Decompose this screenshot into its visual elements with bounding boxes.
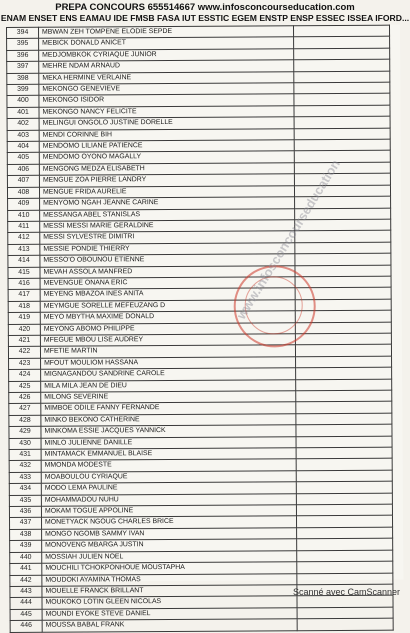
empty-cell bbox=[296, 379, 392, 391]
empty-cell bbox=[297, 595, 393, 607]
row-number: 444 bbox=[10, 598, 42, 610]
candidate-name: MILONG SEVERINE bbox=[41, 391, 296, 404]
candidate-name: MINLO JULIENNE DANILLE bbox=[41, 436, 296, 449]
empty-cell bbox=[295, 242, 391, 254]
candidate-name: MOHAMMADOU NUHU bbox=[41, 493, 296, 506]
empty-cell bbox=[294, 139, 390, 151]
empty-cell bbox=[295, 276, 391, 288]
empty-cell bbox=[297, 550, 393, 562]
row-number: 430 bbox=[9, 438, 41, 450]
candidate-name: MMONDA MODESTE bbox=[41, 459, 296, 472]
row-number: 434 bbox=[9, 484, 41, 496]
candidate-name: MILA MILA JEAN DE DIEU bbox=[41, 379, 296, 392]
empty-cell bbox=[295, 253, 391, 265]
row-number: 427 bbox=[9, 404, 41, 416]
empty-cell bbox=[294, 162, 390, 174]
candidate-name: MESSO'O OBOUNOU ETIENNE bbox=[40, 254, 295, 267]
empty-cell bbox=[295, 322, 391, 334]
row-number: 395 bbox=[7, 39, 39, 51]
row-number: 402 bbox=[7, 119, 39, 131]
row-number: 421 bbox=[8, 335, 40, 347]
empty-cell bbox=[296, 504, 392, 516]
empty-cell bbox=[296, 367, 392, 379]
row-number: 411 bbox=[8, 221, 40, 233]
candidate-name: MEYONG ABOMO PHILIPPE bbox=[40, 322, 295, 335]
candidate-name: MEHRE NDAM ARNAUD bbox=[39, 60, 294, 73]
row-number: 407 bbox=[7, 176, 39, 188]
row-number: 441 bbox=[10, 563, 42, 575]
candidate-name: MEKONGO NANCY FELICITE bbox=[39, 106, 294, 119]
row-number: 428 bbox=[9, 415, 41, 427]
candidate-name: MENGUE FRIDA AURELIE bbox=[39, 185, 294, 198]
row-number: 413 bbox=[8, 244, 40, 256]
empty-cell bbox=[294, 82, 390, 94]
candidate-name: MINKO BEKONO CATHERINE bbox=[41, 414, 296, 427]
candidate-name: MESSI SYLVESTRE DIMITRI bbox=[40, 231, 295, 244]
empty-cell bbox=[295, 287, 391, 299]
row-number: 445 bbox=[10, 609, 42, 621]
row-number: 446 bbox=[10, 620, 42, 632]
candidate-name: MEYENG MBAZOA INES ANITA bbox=[40, 288, 295, 301]
candidate-name: MENGUE ZOA PIERRE LANDRY bbox=[39, 174, 294, 187]
empty-cell bbox=[293, 25, 389, 37]
empty-cell bbox=[297, 538, 393, 550]
row-number: 435 bbox=[9, 495, 41, 507]
row-number: 409 bbox=[8, 198, 40, 210]
candidate-name: MINTAMACK EMMANUEL BLAISE bbox=[41, 448, 296, 461]
empty-cell bbox=[296, 459, 392, 471]
empty-cell bbox=[296, 356, 392, 368]
row-number: 406 bbox=[7, 164, 39, 176]
candidate-name: MENGONG MEDZA ELISABETH bbox=[39, 163, 294, 176]
row-number: 394 bbox=[7, 27, 39, 39]
row-number: 417 bbox=[8, 290, 40, 302]
scanner-footer: Scanné avec CamScanner bbox=[292, 587, 400, 597]
row-number: 403 bbox=[7, 130, 39, 142]
empty-cell bbox=[295, 196, 391, 208]
empty-cell bbox=[294, 185, 390, 197]
candidate-name: MOUDOKI AYAMINA THOMAS bbox=[42, 573, 297, 586]
empty-cell bbox=[297, 607, 393, 619]
candidate-name: MONETYACK NGOUG CHARLES BRICE bbox=[41, 516, 296, 529]
empty-cell bbox=[296, 447, 392, 459]
candidate-name: MOUCHILI TCHOKPONHOUE MOUSTAPHA bbox=[42, 562, 297, 575]
candidate-name: MIMBOE ODILE FANNY FERNANDE bbox=[41, 402, 296, 415]
row-number: 414 bbox=[8, 255, 40, 267]
candidate-name: MOUKOKO LOTIN GLEEN NICOLAS bbox=[42, 596, 297, 609]
header-line-1: PREPA CONCOURS 655514667 www.infosconcourseducation.com bbox=[55, 2, 355, 13]
row-number: 410 bbox=[8, 210, 40, 222]
row-number: 398 bbox=[7, 73, 39, 85]
candidates-table-body bbox=[7, 25, 394, 632]
candidate-name: MENYOMO NGAH JEANNE CARINE bbox=[40, 197, 295, 210]
candidate-name: MEYMGUE SORELLE MEFEUZANG D bbox=[40, 299, 295, 312]
candidate-name: MFEGUE MBOU LISE AUDREY bbox=[40, 334, 295, 347]
empty-cell bbox=[294, 151, 390, 163]
empty-cell bbox=[295, 219, 391, 231]
empty-cell bbox=[294, 173, 390, 185]
row-number: 439 bbox=[10, 541, 42, 553]
candidate-name: MOABOULOU CYRIAQUE bbox=[41, 471, 296, 484]
empty-cell bbox=[296, 436, 392, 448]
row-number: 408 bbox=[7, 187, 39, 199]
page-header bbox=[0, 2, 410, 24]
row-number: 442 bbox=[10, 575, 42, 587]
row-number: 416 bbox=[8, 278, 40, 290]
candidate-name: MESSANGA ABEL STANISLAS bbox=[40, 208, 295, 221]
empty-cell bbox=[295, 299, 391, 311]
row-number: 397 bbox=[7, 62, 39, 74]
empty-cell bbox=[296, 413, 392, 425]
row-number: 429 bbox=[9, 427, 41, 439]
candidate-name: MESSI MESSI MARIE GERALDINE bbox=[40, 220, 295, 233]
empty-cell bbox=[295, 265, 391, 277]
candidate-name: MOUELLE FRANCK BRILLANT bbox=[42, 585, 297, 598]
empty-cell bbox=[296, 493, 392, 505]
row-number: 443 bbox=[10, 586, 42, 598]
candidate-name: MFETIE MARTIN bbox=[40, 345, 295, 358]
candidate-name: MEVENGUE ONANA ERIC bbox=[40, 277, 295, 290]
empty-cell bbox=[294, 116, 390, 128]
header-line-2: ENAM ENSET ENS EAMAU IDE FMSB FASA IUT ESSTIC EGEM ENSTP ENSP ESSEC ISSEA IFORD... bbox=[0, 13, 410, 23]
candidate-name: MIGNAGANDOU SANDRINE CAROLE bbox=[41, 368, 296, 381]
row-number: 418 bbox=[8, 301, 40, 313]
row-number: 437 bbox=[9, 518, 41, 530]
row-number: 438 bbox=[10, 529, 42, 541]
empty-cell bbox=[297, 561, 393, 573]
empty-cell bbox=[294, 48, 390, 60]
row-number: 399 bbox=[7, 84, 39, 96]
empty-cell bbox=[296, 390, 392, 402]
candidate-name: MODO LEMA PAULINE bbox=[41, 482, 296, 495]
candidate-name: MONGO NGOMB SAMMY IVAN bbox=[42, 528, 297, 541]
candidate-name: MOKAM TOGUE APPOLINE bbox=[41, 505, 296, 518]
candidate-name: MEKA HERMINE VERLAINE bbox=[39, 71, 294, 84]
watermark: www.infosconcourseducation bbox=[233, 156, 343, 322]
empty-cell bbox=[297, 618, 393, 630]
empty-cell bbox=[294, 71, 390, 83]
row-number: 426 bbox=[9, 392, 41, 404]
table-row bbox=[10, 618, 393, 632]
candidate-name: MELINGUI ONGOLO JUSTINE DORELLE bbox=[39, 117, 294, 130]
empty-cell bbox=[296, 402, 392, 414]
candidate-name: MESSIE PONDIE THIERRY bbox=[40, 242, 295, 255]
row-number: 419 bbox=[8, 312, 40, 324]
candidates-table bbox=[6, 25, 394, 633]
row-number: 424 bbox=[9, 369, 41, 381]
row-number: 436 bbox=[9, 506, 41, 518]
row-number: 396 bbox=[7, 50, 39, 62]
row-number: 401 bbox=[7, 107, 39, 119]
empty-cell bbox=[294, 128, 390, 140]
empty-cell bbox=[295, 310, 391, 322]
row-number: 404 bbox=[7, 141, 39, 153]
candidate-name: MINKOMA ESSIE JACQUES YANNICK bbox=[41, 425, 296, 438]
row-number: 432 bbox=[9, 461, 41, 473]
row-number: 422 bbox=[8, 347, 40, 359]
empty-cell bbox=[296, 424, 392, 436]
empty-cell bbox=[297, 573, 393, 585]
candidate-name: MENDOMO LILIANE PATIENCE bbox=[39, 140, 294, 153]
candidate-name: MOUNDI EYOKE STEVE DANIEL bbox=[42, 607, 297, 620]
row-number: 423 bbox=[9, 358, 41, 370]
empty-cell bbox=[297, 527, 393, 539]
empty-cell bbox=[296, 470, 392, 482]
empty-cell bbox=[295, 345, 391, 357]
row-number: 431 bbox=[9, 449, 41, 461]
empty-cell bbox=[295, 208, 391, 220]
candidate-name: MOUSSA BABAL FRANK bbox=[42, 619, 297, 632]
empty-cell bbox=[294, 37, 390, 49]
candidate-name: MENDI CORINNE BIH bbox=[39, 128, 294, 141]
empty-cell bbox=[295, 230, 391, 242]
candidate-name: MENDOMO OYONO MAGALLY bbox=[39, 151, 294, 164]
candidate-name: MEDJOMBKOK CYRIAQUE JUNIOR bbox=[39, 49, 294, 62]
row-number: 420 bbox=[8, 324, 40, 336]
candidate-name: MOSSIAH JULIEN NOEL bbox=[42, 550, 297, 563]
candidate-name: MEKONGO GENEVIEVE bbox=[39, 83, 294, 96]
row-number: 405 bbox=[7, 153, 39, 165]
empty-cell bbox=[296, 516, 392, 528]
row-number: 425 bbox=[9, 381, 41, 393]
candidate-name: MEBICK DONALD ANICET bbox=[39, 37, 294, 50]
empty-cell bbox=[296, 481, 392, 493]
row-number: 433 bbox=[9, 472, 41, 484]
row-number: 412 bbox=[8, 233, 40, 245]
candidate-name: MEKONGO ISIDOR bbox=[39, 94, 294, 107]
candidate-name: MEYO MBYTHA MAXIME DONALD bbox=[40, 311, 295, 324]
candidate-name: MBWAN ZEH TOMPENE ELODIE SEPDE bbox=[39, 26, 294, 39]
row-number: 415 bbox=[8, 267, 40, 279]
empty-cell bbox=[294, 94, 390, 106]
candidate-name: MONOVENG MBARGA JUSTIN bbox=[42, 539, 297, 552]
row-number: 440 bbox=[10, 552, 42, 564]
empty-cell bbox=[294, 105, 390, 117]
candidate-name: MFOUT MOULIOM HASSANA bbox=[41, 357, 296, 370]
candidate-name: MEVAH ASSOLA MANFRED bbox=[40, 265, 295, 278]
row-number: 400 bbox=[7, 96, 39, 108]
empty-cell bbox=[295, 333, 391, 345]
empty-cell bbox=[294, 59, 390, 71]
